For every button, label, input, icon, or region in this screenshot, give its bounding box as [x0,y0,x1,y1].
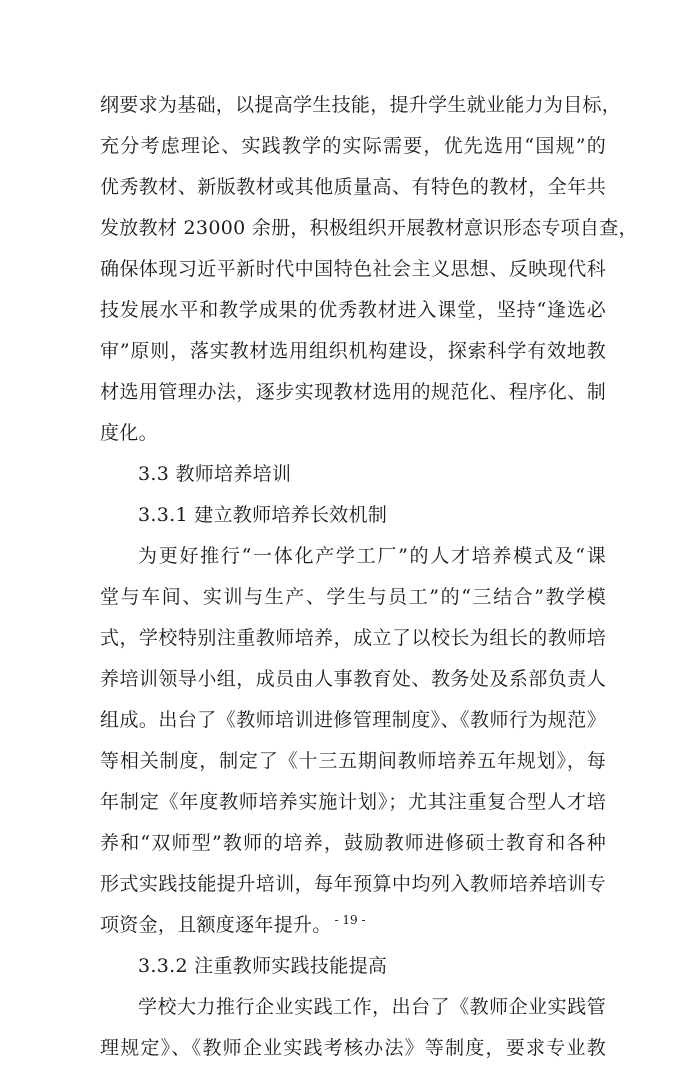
text-line: 纲要求为基础，以提高学生技能，提升学生就业能力为目标， [100,94,622,116]
text-line: 为更好推行“一体化产学工厂”的人才培养模式及“课 [138,545,606,567]
section-heading-3-3: 3.3 教师培养培训 [138,463,292,485]
text-line: 式，学校特别注重教师培养，成立了以校长为组长的教师培 [100,627,606,649]
paragraph-textbook-selection [100,85,638,454]
page-number: - 19 - [334,913,366,927]
text-line: 理规定》、《教师企业实践考核办法》等制度，要求专业教 [100,1037,606,1059]
text-line: 组成。出台了《教师培训进修管理制度》、《教师行为规范》 [100,709,606,731]
text-line: 学校大力推行企业实践工作，出台了《教师企业实践管 [138,996,606,1018]
text-line: 确保体现习近平新时代中国特色社会主义思想、反映现代科 [100,258,606,280]
text-line: 项资金，且额度逐年提升。 [100,914,332,936]
text-line: 堂与车间、实训与生产、学生与员工”的“三结合”教学模 [100,586,606,608]
text-line: 度化。 [100,422,158,444]
text-line: 技发展水平和教学成果的优秀教材进入课堂，坚持“逢选必 [100,299,606,321]
text-line: 优秀教材、新版教材或其他质量高、有特色的教材，全年共 [100,176,606,198]
paragraph-teacher-training [100,536,606,946]
text-line: 养培训领导小组，成员由人事教育处、教务处及系部负责人 [100,668,606,690]
text-line: 形式实践技能提升培训，每年预算中均列入教师培养培训专 [100,873,606,895]
text-line: 材选用管理办法，逐步实现教材选用的规范化、程序化、制 [100,381,606,403]
text-line: 养和“双师型”教师的培养，鼓励教师进修硕士教育和各种 [100,832,606,854]
text-line: 充分考虑理论、实践教学的实际需要，优先选用“国规”的 [100,135,606,157]
text-line: 审”原则，落实教材选用组织机构建设，探索科学有效地教 [100,340,606,362]
paragraph-enterprise-practice [100,987,606,1069]
section-heading-3-3-1: 3.3.1 建立教师培养长效机制 [138,504,388,526]
section-heading-3-3-2: 3.3.2 注重教师实践技能提高 [138,955,388,977]
text-line: 年制定《年度教师培养实施计划》；尤其注重复合型人才培 [100,791,606,813]
text-line: 发放教材 23000 余册，积极组织开展教材意识形态专项自查， [100,217,638,239]
text-line: 等相关制度，制定了《十三五期间教师培养五年规划》，每 [100,750,606,772]
